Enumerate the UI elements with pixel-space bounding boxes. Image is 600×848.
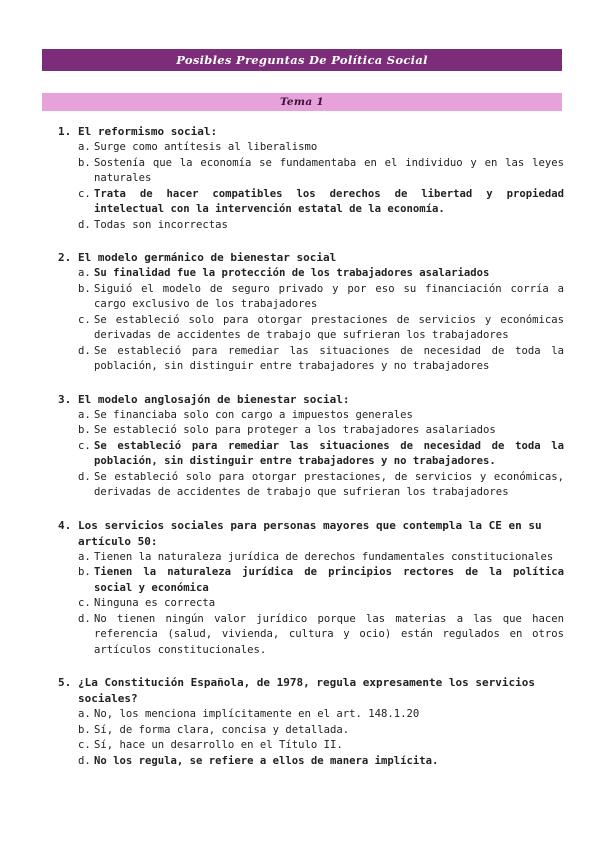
option-text: No, los menciona implícitamente en el art. 148.1.20 xyxy=(94,708,420,720)
question-heading xyxy=(58,250,564,266)
answer-option xyxy=(78,156,564,187)
option-letter: d. xyxy=(78,612,91,625)
answer-option xyxy=(78,282,564,313)
option-letter: a. xyxy=(78,550,91,563)
option-text: Surge como antítesis al liberalismo xyxy=(94,141,318,153)
question-5 xyxy=(58,675,564,769)
question-heading xyxy=(58,392,564,408)
answer-options xyxy=(78,140,564,233)
option-text: Se estableció solo para otorgar prestaciones, de servicios y económicas, derivadas de accidentes de trabajo que sufrieran los trabajadores xyxy=(94,470,564,498)
option-letter: c. xyxy=(78,439,91,452)
option-letter: b. xyxy=(78,723,91,736)
option-text: Su finalidad fue la protección de los trabajadores asalariados xyxy=(94,267,490,279)
answer-option xyxy=(78,723,564,739)
option-text: No tienen ningún valor jurídico porque las materias a las que hacen referencia (salud, vivienda, cultura y ocio) están regulados en otros artículos constitucionales. xyxy=(94,612,564,656)
question-text: Los servicios sociales para personas mayores que contempla la CE en su artículo 50: xyxy=(78,518,542,548)
option-text: Se estableció solo para proteger a los trabajadores asalariados xyxy=(94,424,496,436)
question-4 xyxy=(58,518,564,659)
question-1 xyxy=(58,124,564,233)
answer-options xyxy=(78,550,564,659)
answer-option xyxy=(78,550,564,566)
question-text: El reformismo social: xyxy=(78,125,218,138)
option-text: Sí, hace un desarrollo en el Título II. xyxy=(94,739,343,751)
document-title: Posibles Preguntas De Política Social xyxy=(176,53,428,67)
option-letter: a. xyxy=(78,267,91,279)
question-2 xyxy=(58,250,564,375)
answer-options xyxy=(78,707,564,769)
option-letter: b. xyxy=(78,424,91,436)
option-text: Se estableció solo para otorgar prestaciones de servicios y económicas derivadas de accidentes de trabajo que sufrieran los trabajadores xyxy=(94,313,564,341)
answer-option xyxy=(78,218,564,234)
option-letter: d. xyxy=(78,754,91,767)
option-letter: d. xyxy=(78,470,91,483)
option-text: Tienen la naturaleza jurídica de principios rectores de la política social y económica xyxy=(94,566,564,594)
option-letter: d. xyxy=(78,344,91,357)
option-letter: c. xyxy=(78,597,91,609)
option-letter: a. xyxy=(78,708,91,720)
option-letter: b. xyxy=(78,282,91,295)
option-text: Ninguna es correcta xyxy=(94,597,216,609)
answer-option-correct xyxy=(78,439,564,470)
option-text: Sostenía que la economía se fundamentaba en el individuo y en las leyes naturales xyxy=(94,156,564,184)
question-heading xyxy=(58,518,564,550)
answer-option xyxy=(78,140,564,156)
option-text: Tienen la naturaleza jurídica de derechos fundamentales constitucionales xyxy=(94,550,554,563)
answer-options xyxy=(78,266,564,375)
option-text: Siguió el modelo de seguro privado y por eso su financiación corría a cargo exclusivo de los trabajadores xyxy=(94,282,564,310)
option-letter: c. xyxy=(78,739,91,751)
answer-option-correct xyxy=(78,266,564,282)
question-number: 2. xyxy=(58,251,72,264)
answer-option xyxy=(78,313,564,344)
section-title-banner xyxy=(42,93,562,111)
option-letter: c. xyxy=(78,313,91,326)
option-text: Todas son incorrectas xyxy=(94,218,228,231)
question-heading xyxy=(58,675,564,707)
document-title-banner xyxy=(42,49,562,71)
answer-option xyxy=(78,612,564,659)
question-3 xyxy=(58,392,564,501)
answer-option xyxy=(78,596,564,612)
question-number: 1. xyxy=(58,125,72,138)
question-number: 5. xyxy=(58,676,72,689)
option-letter: c. xyxy=(78,187,91,200)
answer-option-correct xyxy=(78,187,564,218)
option-letter: a. xyxy=(78,141,91,153)
question-text: El modelo anglosajón de bienestar social: xyxy=(78,392,350,406)
option-letter: a. xyxy=(78,408,91,421)
option-text: Se financiaba solo con cargo a impuestos generales xyxy=(94,408,413,421)
answer-option-correct xyxy=(78,754,564,770)
answer-option xyxy=(78,738,564,754)
answer-option xyxy=(78,470,564,501)
option-text: Se estableció para remediar las situaciones de necesidad de toda la población, sin distinguir entre trabajadores y no trabajadores xyxy=(94,344,564,372)
question-number: 3. xyxy=(58,392,72,406)
answer-option xyxy=(78,408,564,424)
answer-option xyxy=(78,707,564,723)
question-text: ¿La Constitución Española, de 1978, regula expresamente los servicios sociales? xyxy=(78,676,535,705)
answer-options xyxy=(78,408,564,501)
option-text: Sí, de forma clara, concisa y detallada. xyxy=(94,723,350,736)
option-letter: b. xyxy=(78,566,91,578)
answer-option xyxy=(78,344,564,375)
option-letter: d. xyxy=(78,218,91,231)
answer-option-correct xyxy=(78,565,564,596)
question-heading xyxy=(58,124,564,140)
answer-option xyxy=(78,423,564,439)
section-title: Tema 1 xyxy=(280,96,324,108)
question-list xyxy=(58,124,564,786)
option-text: Se estableció para remediar las situaciones de necesidad de toda la población, sin distinguir entre trabajadores y no trabajadores. xyxy=(94,439,564,467)
question-number: 4. xyxy=(58,518,72,532)
option-text: Trata de hacer compatibles los derechos de libertad y propiedad intelectual con la intervención estatal de la economía. xyxy=(94,187,564,215)
question-text: El modelo germánico de bienestar social xyxy=(78,251,337,264)
option-text: No los regula, se refiere a ellos de manera implícita. xyxy=(94,754,439,767)
option-letter: b. xyxy=(78,156,91,169)
